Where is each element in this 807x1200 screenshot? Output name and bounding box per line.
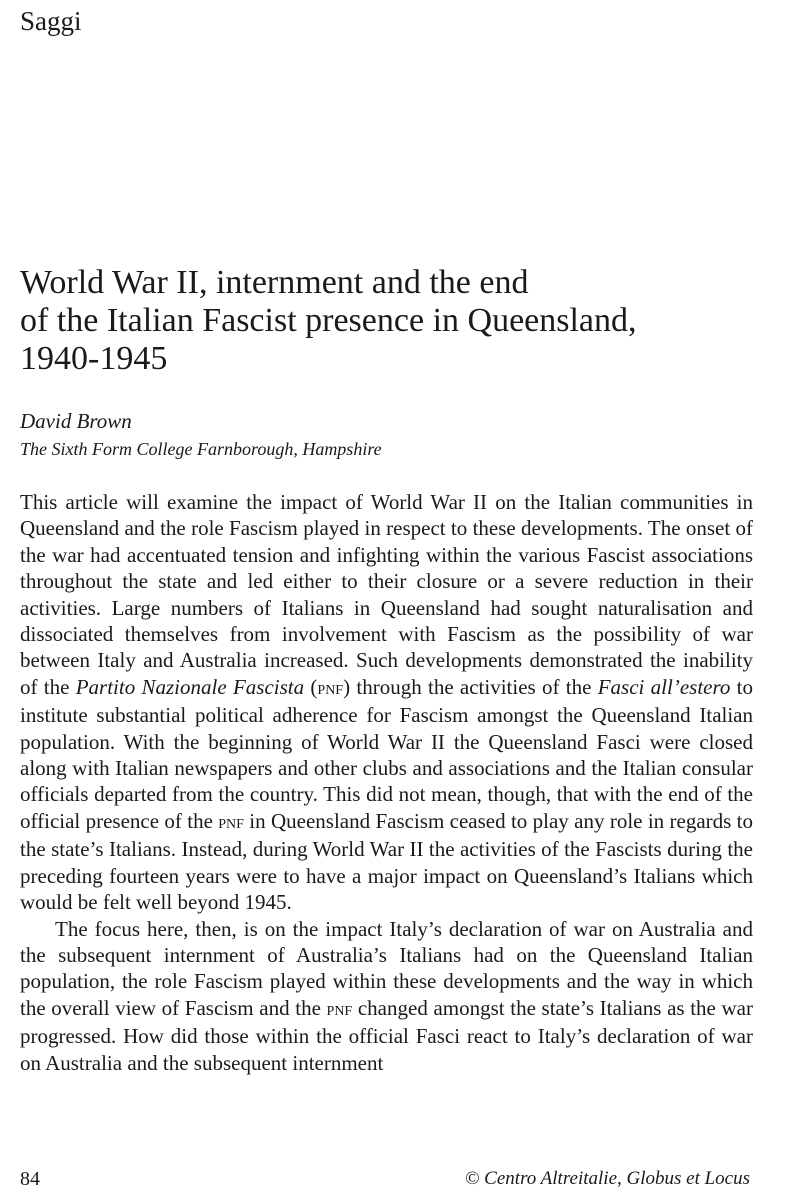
body-paragraph — [20, 916, 753, 1076]
text-run: This article will examine the impact of World War II on the Italian communities in Queensland and the role Fascism played in respect to these developments. The onset of the war had accentuated tension and infighting within the various Fascist associations throughout the state and led either to their closure or a severe reduction in their activities. Large numbers of Italians in Queensland had sought naturalisation and dissociated themselves from involvement with Fascism as the possibility of war between Italy and Australia increased. Such developments demonstrated the inability of the — [20, 490, 753, 699]
text-run: ) through the activities of the — [343, 674, 598, 699]
italic-term: Fasci all’estero — [597, 674, 731, 699]
italic-term: Partito Nazionale Fascista — [75, 674, 305, 699]
body-paragraph — [20, 489, 753, 916]
running-header-section: Saggi — [20, 6, 82, 36]
author-name: David Brown — [20, 409, 132, 433]
copyright-notice: © Centro Altreitalie, Globus et Locus — [465, 1168, 750, 1189]
text-run: changed amongst the state’s Italians as the war progressed. How did those within the official Fasci react to Italy’s declaration of war on Australia and the subsequent internment — [20, 995, 753, 1075]
text-run: in Queensland Fascism ceased to play any role in regards to the state’s Italians. Instead, during World War II the activities of the Fascists during the preceding fourteen years were to have a major impact on Queensland’s Italians which would be felt well beyond 1945. — [20, 808, 754, 915]
page-number: 84 — [20, 1168, 40, 1190]
text-run: The focus here, then, is on the impact Italy’s declaration of war on Australia and the subsequent internment of Australia’s Italians had on the Queensland Italian population, the role Fascism played within these developments and the way in which the overall view of Fascism and the — [20, 916, 753, 1020]
author-affiliation: The Sixth Form College Farnborough, Hampshire — [20, 439, 382, 459]
abbreviation: pnf — [326, 998, 353, 1020]
article-body — [20, 489, 753, 1076]
text-run: ( — [304, 674, 318, 699]
title-line: 1940-1945 — [20, 340, 168, 377]
abbreviation: pnf — [317, 677, 344, 699]
text-run: to institute substantial political adherence for Fascism amongst the Queensland Italian population. With the beginning of World War II the Queensland Fasci were closed along with Italian newspapers and other clubs and associations and the Italian consular officials departed from the country. This did not mean, though, that with the end of the official presence of the — [20, 674, 754, 833]
title-line: of the Italian Fascist presence in Queensland, — [20, 302, 637, 339]
title-line: World War II, internment and the end — [20, 264, 529, 301]
abbreviation: pnf — [218, 811, 244, 833]
article-title — [20, 264, 780, 378]
